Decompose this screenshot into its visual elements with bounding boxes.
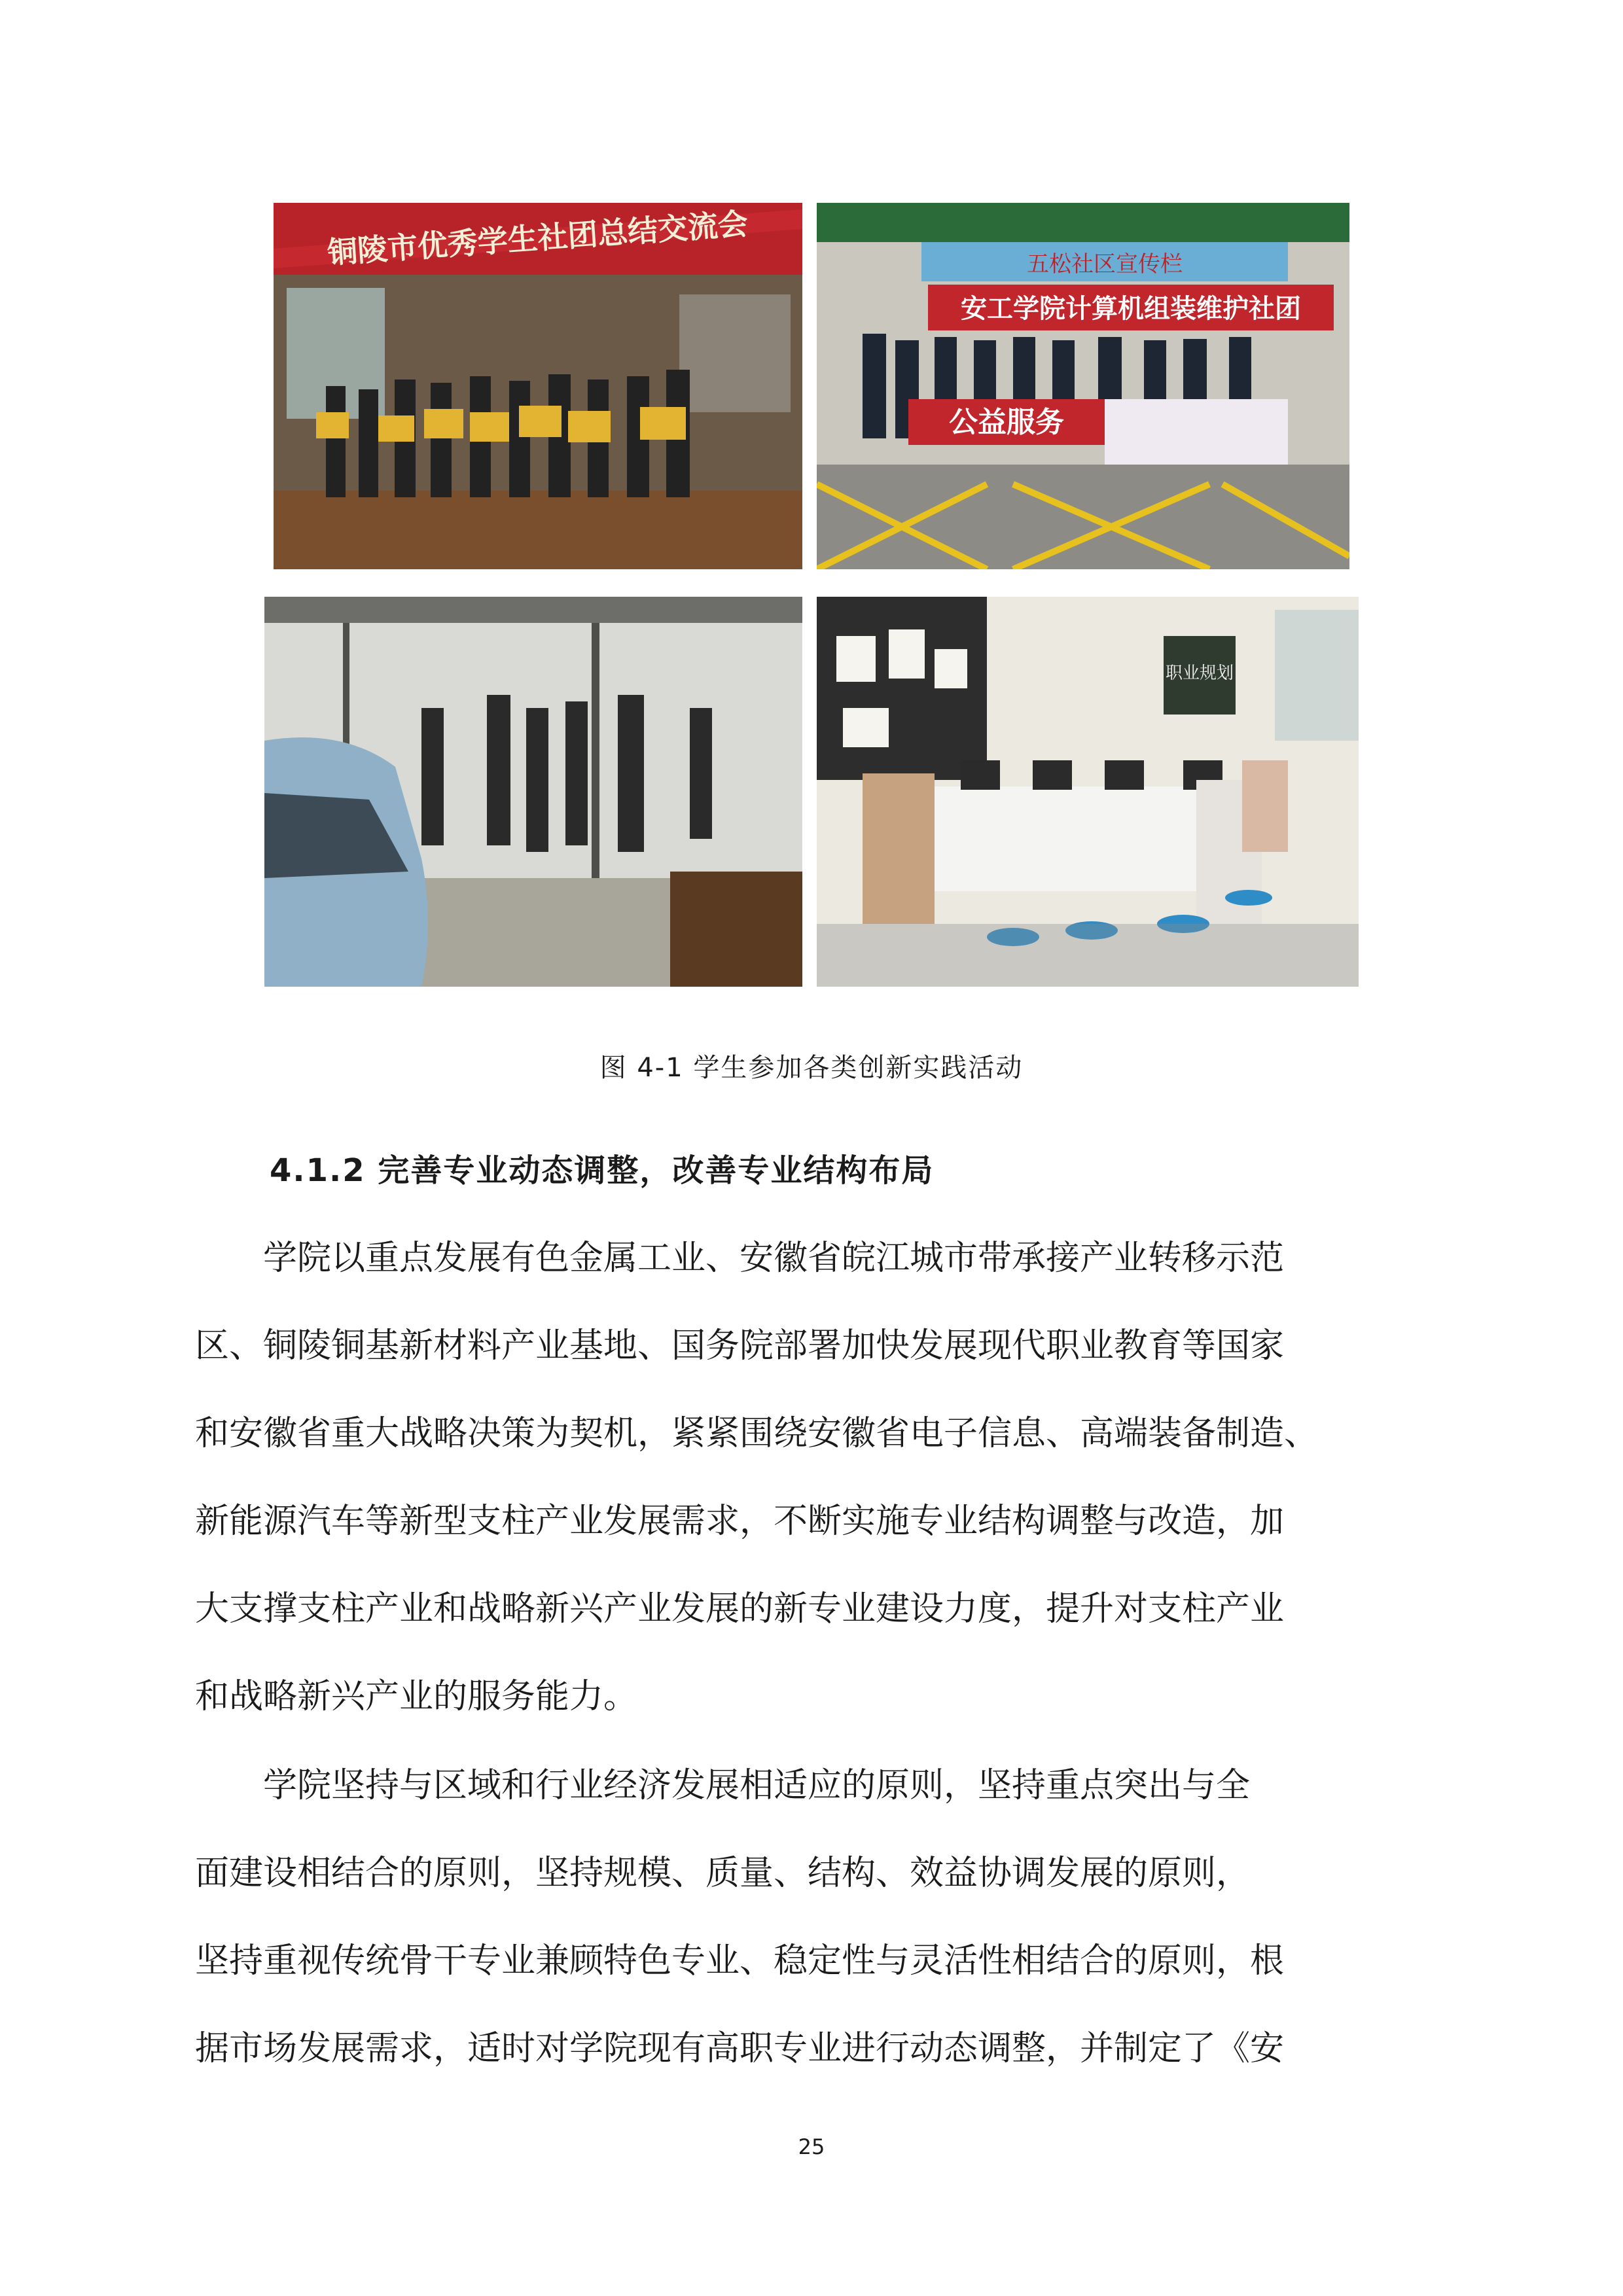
paragraph-line: 面建设相结合的原则，坚持规模、质量、结构、效益协调发展的原则，	[195, 1854, 1251, 1893]
page-number: 25	[798, 2134, 825, 2159]
paragraph-line: 据市场发展需求，适时对学院现有高职专业进行动态调整，并制定了《安	[195, 2029, 1285, 2068]
paragraph-line: 和安徽省重大战略决策为契机，紧紧围绕安徽省电子信息、高端装备制造、	[195, 1414, 1319, 1453]
photo-car-workshop	[264, 597, 802, 987]
paragraph-line: 坚持重视传统骨干专业兼顾特色专业、稳定性与灵活性相结合的原则，根	[195, 1941, 1285, 1981]
paragraph-line: 和战略新兴产业的服务能力。	[195, 1677, 638, 1716]
banner-text: 铜陵市优秀学生社团总结交流会	[326, 205, 749, 271]
paragraph-line: 学院坚持与区域和行业经济发展相适应的原则，坚持重点突出与全	[263, 1766, 1251, 1805]
banner-text: 安工学院计算机组装维护社团	[961, 294, 1301, 324]
photo-classroom	[817, 597, 1359, 987]
photo-community-service	[817, 203, 1349, 569]
paragraph-line: 区、铜陵铜基新材料产业基地、国务院部署加快发展现代职业教育等国家	[195, 1326, 1285, 1366]
sign-text: 五松社区宣传栏	[1027, 251, 1183, 277]
figure-caption: 图 4-1 学生参加各类创新实践活动	[599, 1053, 1024, 1083]
paragraph-line: 学院以重点发展有色金属工业、安徽省皖江城市带承接产业转移示范	[263, 1239, 1285, 1278]
paragraph-line: 新能源汽车等新型支柱产业发展需求，不断实施专业结构调整与改造，加	[195, 1502, 1285, 1541]
section-heading: 4.1.2 完善专业动态调整，改善专业结构布局	[270, 1152, 935, 1189]
paragraph-line: 大支撑支柱产业和战略新兴产业发展的新专业建设力度，提升对支柱产业	[195, 1589, 1285, 1629]
table-banner-text: 公益服务	[949, 406, 1064, 439]
paragraph-2	[195, 1742, 1431, 2093]
photo-award-ceremony	[274, 203, 802, 569]
paragraph-1	[195, 1214, 1431, 1740]
board-text: 职业规划	[1165, 663, 1234, 683]
